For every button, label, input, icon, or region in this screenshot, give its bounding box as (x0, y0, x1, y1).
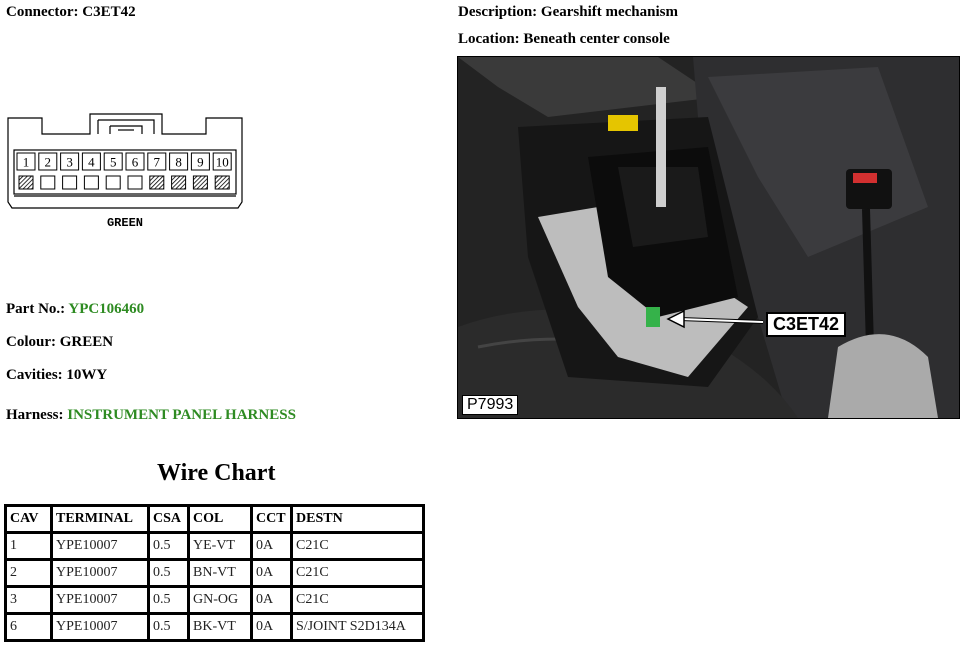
description-line (458, 4, 678, 21)
pin-number: 8 (175, 154, 182, 170)
cell-cav: 1 (6, 533, 52, 560)
pin-number: 9 (197, 154, 204, 170)
cavities-line: Cavities: 10WY (6, 367, 108, 383)
cell-csa: 0.5 (149, 533, 189, 560)
cell-cct: 0A (252, 587, 292, 614)
cell-cct: 0A (252, 614, 292, 641)
part-number-label: Part No.: (6, 301, 66, 317)
cavity (172, 176, 186, 189)
cell-csa: 0.5 (149, 587, 189, 614)
pin-number: 10 (215, 154, 229, 170)
colour-line: Colour: GREEN (6, 334, 114, 350)
harness-line (6, 407, 296, 424)
description-value: Gearshift mechanism (540, 4, 678, 20)
cell-cav: 3 (6, 587, 52, 614)
location-value: Beneath center console (523, 31, 670, 47)
cell-cav: 6 (6, 614, 52, 641)
connector-colour-text: GREEN (106, 216, 144, 230)
cavity (41, 176, 55, 189)
pin-number: 4 (88, 154, 95, 170)
cell-col: YE-VT (189, 533, 252, 560)
table-row (6, 614, 424, 641)
harness-label: Harness: (6, 407, 64, 423)
photo-illustration (458, 57, 959, 418)
description-label: Description: (458, 4, 538, 20)
location-photo (457, 56, 960, 419)
cell-destn: C21C (292, 560, 424, 587)
cell-col: BK-VT (189, 614, 252, 641)
location-line (458, 31, 670, 48)
connector-heading (6, 4, 136, 21)
cell-cct: 0A (252, 560, 292, 587)
cell-terminal: YPE10007 (52, 587, 149, 614)
cell-csa: 0.5 (149, 560, 189, 587)
part-number-line (6, 301, 144, 318)
connector-face-diagram (6, 112, 246, 232)
table-row (6, 560, 424, 587)
cell-col: GN-OG (189, 587, 252, 614)
wire-chart-table (4, 504, 425, 642)
cavity (19, 176, 33, 189)
table-row (6, 533, 424, 560)
table-header-row (6, 506, 424, 533)
wire-chart-title: Wire Chart (157, 460, 276, 486)
table-row (6, 587, 424, 614)
pin-number-row (17, 153, 231, 170)
pin-number: 1 (22, 154, 30, 170)
cavity (63, 176, 77, 189)
header-destn: DESTN (292, 506, 424, 533)
connector-label: Connector: (6, 4, 79, 20)
header-csa: CSA (149, 506, 189, 533)
location-label: Location: (458, 31, 520, 47)
header-cct: CCT (252, 506, 292, 533)
pin-number: 7 (153, 154, 161, 170)
cell-destn: S/JOINT S2D134A (292, 614, 424, 641)
pin-number: 6 (131, 154, 139, 170)
cavity (128, 176, 142, 189)
harness-value: INSTRUMENT PANEL HARNESS (67, 407, 296, 423)
photo-id-label: P7993 (462, 395, 518, 415)
cell-col: BN-VT (189, 560, 252, 587)
photo-callout-label: C3ET42 (766, 312, 846, 337)
header-terminal: TERMINAL (52, 506, 149, 533)
cavity-row (19, 176, 229, 189)
pin-number: 5 (109, 154, 117, 170)
part-number-value: YPC106460 (68, 301, 145, 317)
cell-terminal: YPE10007 (52, 560, 149, 587)
cavity (106, 176, 120, 189)
cavity (215, 176, 229, 189)
pin-number: 3 (66, 154, 73, 170)
connector-value: C3ET42 (82, 4, 136, 20)
cell-cav: 2 (6, 560, 52, 587)
cell-cct: 0A (252, 533, 292, 560)
cell-destn: C21C (292, 533, 424, 560)
cavity (84, 176, 98, 189)
cell-terminal: YPE10007 (52, 533, 149, 560)
cavity (150, 176, 164, 189)
cell-destn: C21C (292, 587, 424, 614)
cell-terminal: YPE10007 (52, 614, 149, 641)
header-col: COL (189, 506, 252, 533)
header-cav: CAV (6, 506, 52, 533)
cavity (193, 176, 207, 189)
pin-number: 2 (44, 154, 52, 170)
cell-csa: 0.5 (149, 614, 189, 641)
